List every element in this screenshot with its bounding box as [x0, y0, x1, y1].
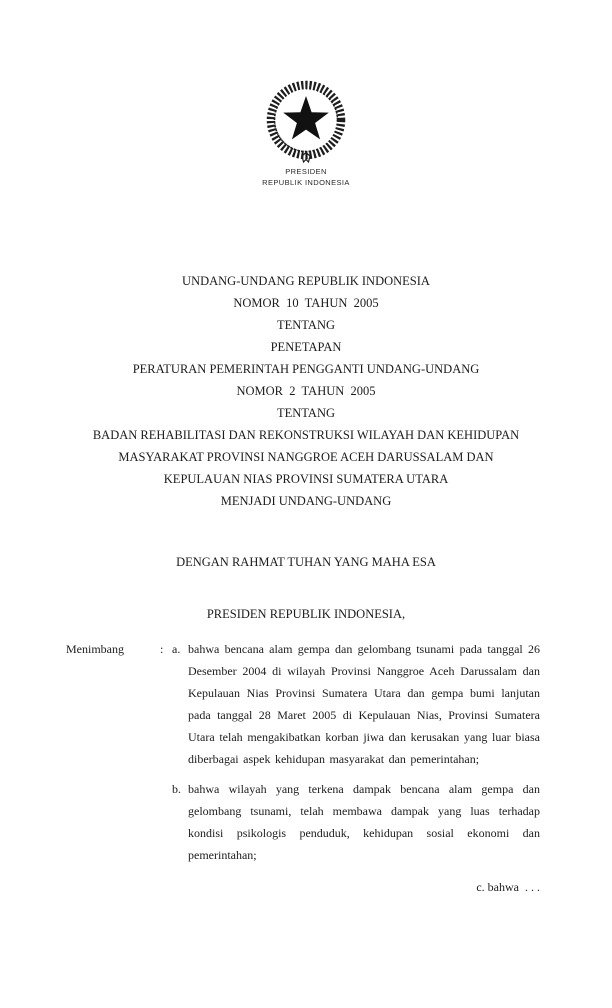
considering-items	[172, 638, 540, 866]
considering-item-a	[172, 638, 540, 770]
presidential-emblem-icon	[261, 80, 351, 166]
title-line-1: UNDANG-UNDANG REPUBLIK INDONESIA	[182, 274, 430, 288]
considering-label: Menimbang	[66, 642, 124, 656]
title-line-6: NOMOR 2 TAHUN 2005	[236, 384, 376, 398]
star-icon	[283, 96, 329, 139]
letterhead	[0, 80, 612, 188]
invocation-line: DENGAN RAHMAT TUHAN YANG MAHA ESA	[176, 555, 436, 569]
item-b-text: bahwa wilayah yang terkena dampak bencana alam gempa dan gelombang tsunami, telah membawa dampak yang luas terhadap kondisi psikologis penduduk, kehidupan sosial ekonomi dan pemerintahan;	[188, 782, 540, 862]
title-line-3: TENTANG	[276, 318, 335, 332]
item-a-text: bahwa bencana alam gempa dan gelombang tsunami pada tanggal 26 Desember 2004 di wilayah Provinsi Nanggroe Aceh Darussalam dan Kepulauan Nias Provinsi Sumatera Utara dan gempa bumi lanjutan pada tanggal 28 Maret 2005 di Kepulauan Nias, Provinsi Sumatera Utara telah mengakibatkan korban jiwa dan kerusakan yang luar biasa diberbagai aspek kehidupan masyarakat dan pemerintahan;	[188, 642, 540, 766]
item-b-marker: b.	[172, 782, 181, 796]
title-line-7: TENTANG	[276, 406, 335, 420]
title-line-2: NOMOR 10 TAHUN 2005	[233, 296, 379, 310]
item-a-marker: a.	[172, 642, 181, 656]
title-line-11: MENJADI UNDANG-UNDANG	[220, 494, 392, 508]
title-line-9: MASYARAKAT PROVINSI NANGGROE ACEH DARUSSALAM DAN	[118, 450, 494, 464]
considering-colon: :	[160, 642, 164, 656]
salutation-line: PRESIDEN REPUBLIK INDONESIA,	[206, 607, 406, 621]
catchword: c. bahwa . . .	[476, 880, 540, 894]
title-line-5: PERATURAN PEMERINTAH PENGGANTI UNDANG-UNDANG	[132, 362, 480, 376]
title-block	[36, 270, 576, 512]
considering-item-b	[172, 778, 540, 866]
letterhead-presiden: PRESIDEN	[285, 167, 327, 176]
title-line-8: BADAN REHABILITASI DAN REKONSTRUKSI WILAYAH DAN KEHIDUPAN	[92, 428, 520, 442]
considering-section	[66, 638, 540, 866]
title-line-4: PENETAPAN	[270, 340, 342, 354]
title-line-10: KEPULAUAN NIAS PROVINSI SUMATERA UTARA	[163, 472, 449, 486]
letterhead-republik-indonesia: REPUBLIK INDONESIA	[262, 178, 350, 187]
